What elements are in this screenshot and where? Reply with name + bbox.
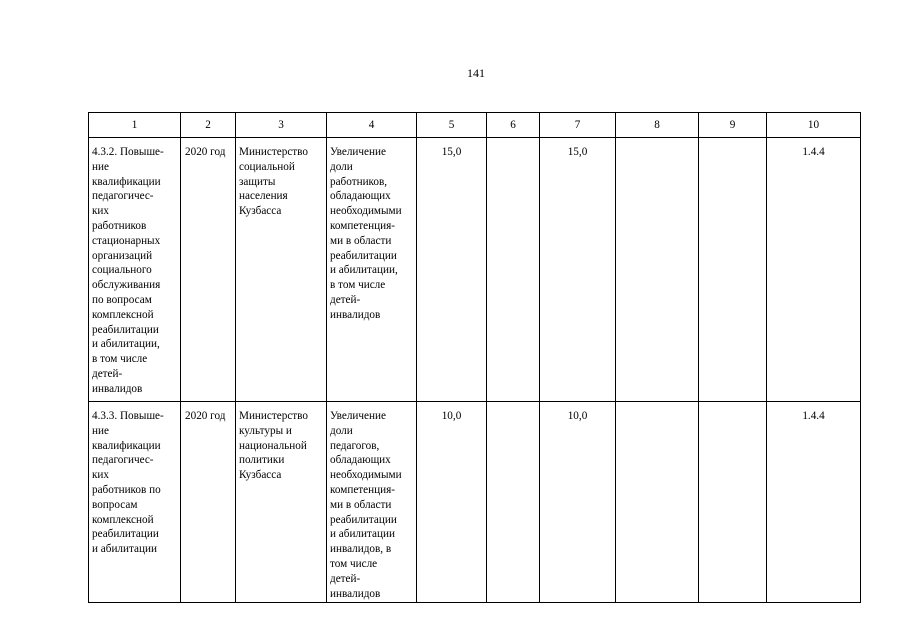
cell-text-line: ких: [92, 205, 110, 218]
cell-text-line: в том числе: [92, 353, 148, 366]
year-cell: 2020 год: [181, 138, 236, 402]
cell-text-line: педагогов,: [330, 439, 380, 452]
result-cell: [327, 402, 417, 603]
cell-text-line: Министерство: [239, 410, 308, 422]
header-row: [89, 113, 861, 138]
value-cell-9: [699, 138, 767, 402]
cell-text-line: ми в области: [330, 498, 392, 511]
cell-text-line: необходимыми: [330, 469, 402, 482]
cell-text-line: населения: [239, 190, 288, 203]
cell-text-line: детей-: [330, 293, 361, 306]
cell-text-line: национальной: [239, 439, 307, 452]
cell-text-line: ние: [92, 424, 109, 437]
measure-cell: [89, 138, 181, 402]
value-cell-8: [616, 138, 699, 402]
cell-text-line: детей-: [92, 367, 123, 380]
cell-text-line: и абилитации,: [92, 338, 160, 351]
cell-text-line: квалификации: [92, 439, 161, 452]
indicator-code-cell: 1.4.4: [767, 402, 861, 603]
cell-text-line: доли: [330, 424, 353, 437]
cell-text-line: социального: [92, 264, 152, 277]
header-cell: 5: [417, 113, 487, 138]
table-row: [89, 402, 861, 603]
cell-text-line: работников,: [330, 175, 388, 188]
cell-text-line: и абилитации: [330, 528, 395, 541]
cell-text-line: социальной: [239, 160, 295, 173]
cell-text-line: вопросам: [92, 498, 138, 511]
value-cell-7: 15,0: [540, 138, 616, 402]
year-cell: 2020 год: [181, 402, 236, 603]
cell-text-line: обслуживания: [92, 279, 161, 292]
cell-text-line: инвалидов: [92, 382, 143, 395]
header-cell: 3: [236, 113, 327, 138]
value-cell-5: 10,0: [417, 402, 487, 603]
cell-text-line: и абилитации: [92, 543, 157, 556]
cell-text-line: организаций: [92, 249, 153, 262]
cell-text-line: компетенция-: [330, 483, 395, 496]
data-table: [88, 112, 861, 603]
cell-text-line: политики: [239, 454, 285, 467]
cell-text-line: педагогичес-: [92, 454, 154, 467]
cell-text-line: реабилитации: [330, 513, 397, 526]
cell-text-line: том числе: [330, 557, 378, 570]
header-cell: 9: [699, 113, 767, 138]
header-cell: 8: [616, 113, 699, 138]
header-cell: 6: [487, 113, 540, 138]
cell-text-line: реабилитации: [92, 528, 159, 541]
cell-text-line: квалификации: [92, 175, 161, 188]
cell-text-line: реабилитации: [92, 323, 159, 336]
cell-text-line: комплексной: [92, 308, 154, 321]
page-number: 141: [467, 66, 485, 80]
cell-text-line: культуры и: [239, 424, 292, 437]
indicator-code-cell: 1.4.4: [767, 138, 861, 402]
cell-text-line: комплексной: [92, 513, 154, 526]
cell-text-line: инвалидов, в: [330, 543, 392, 556]
cell-text-line: обладающих: [330, 190, 391, 203]
cell-text-line: 4.3.3. Повыше-: [92, 410, 164, 422]
cell-text-line: компетенция-: [330, 219, 395, 232]
cell-text-line: доли: [330, 160, 353, 173]
measure-cell: [89, 402, 181, 603]
cell-text-line: необходимыми: [330, 205, 402, 218]
header-cell: 10: [767, 113, 861, 138]
cell-text-line: Кузбасса: [239, 205, 282, 218]
header-cell: 4: [327, 113, 417, 138]
cell-text-line: работников по: [92, 483, 161, 496]
value-cell-5: 15,0: [417, 138, 487, 402]
header-cell: 7: [540, 113, 616, 138]
cell-text-line: Кузбасса: [239, 469, 282, 482]
value-cell-8: [616, 402, 699, 603]
executor-cell: [236, 402, 327, 603]
cell-text-line: 4.3.2. Повыше-: [92, 146, 164, 158]
header-cell: 2: [181, 113, 236, 138]
cell-text-line: Увеличение: [330, 410, 386, 422]
cell-text-line: стационарных: [92, 234, 161, 247]
value-cell-9: [699, 402, 767, 603]
cell-text-line: защиты: [239, 175, 276, 188]
cell-text-line: инвалидов: [330, 308, 381, 321]
cell-text-line: работников: [92, 219, 147, 232]
cell-text-line: Увеличение: [330, 146, 386, 158]
value-cell-6: [487, 138, 540, 402]
cell-text-line: ких: [92, 469, 110, 482]
result-cell: [327, 138, 417, 402]
executor-cell: [236, 138, 327, 402]
cell-text-line: реабилитации: [330, 249, 397, 262]
value-cell-6: [487, 402, 540, 603]
cell-text-line: в том числе: [330, 279, 386, 292]
cell-text-line: инвалидов: [330, 587, 381, 600]
cell-text-line: педагогичес-: [92, 190, 154, 203]
header-cell: 1: [89, 113, 181, 138]
cell-text-line: ние: [92, 160, 109, 173]
cell-text-line: обладающих: [330, 454, 391, 467]
cell-text-line: детей-: [330, 572, 361, 585]
cell-text-line: Министерство: [239, 146, 308, 158]
cell-text-line: и абилитации,: [330, 264, 398, 277]
value-cell-7: 10,0: [540, 402, 616, 603]
cell-text-line: по вопросам: [92, 293, 152, 306]
table-row: [89, 138, 861, 402]
cell-text-line: ми в области: [330, 234, 392, 247]
